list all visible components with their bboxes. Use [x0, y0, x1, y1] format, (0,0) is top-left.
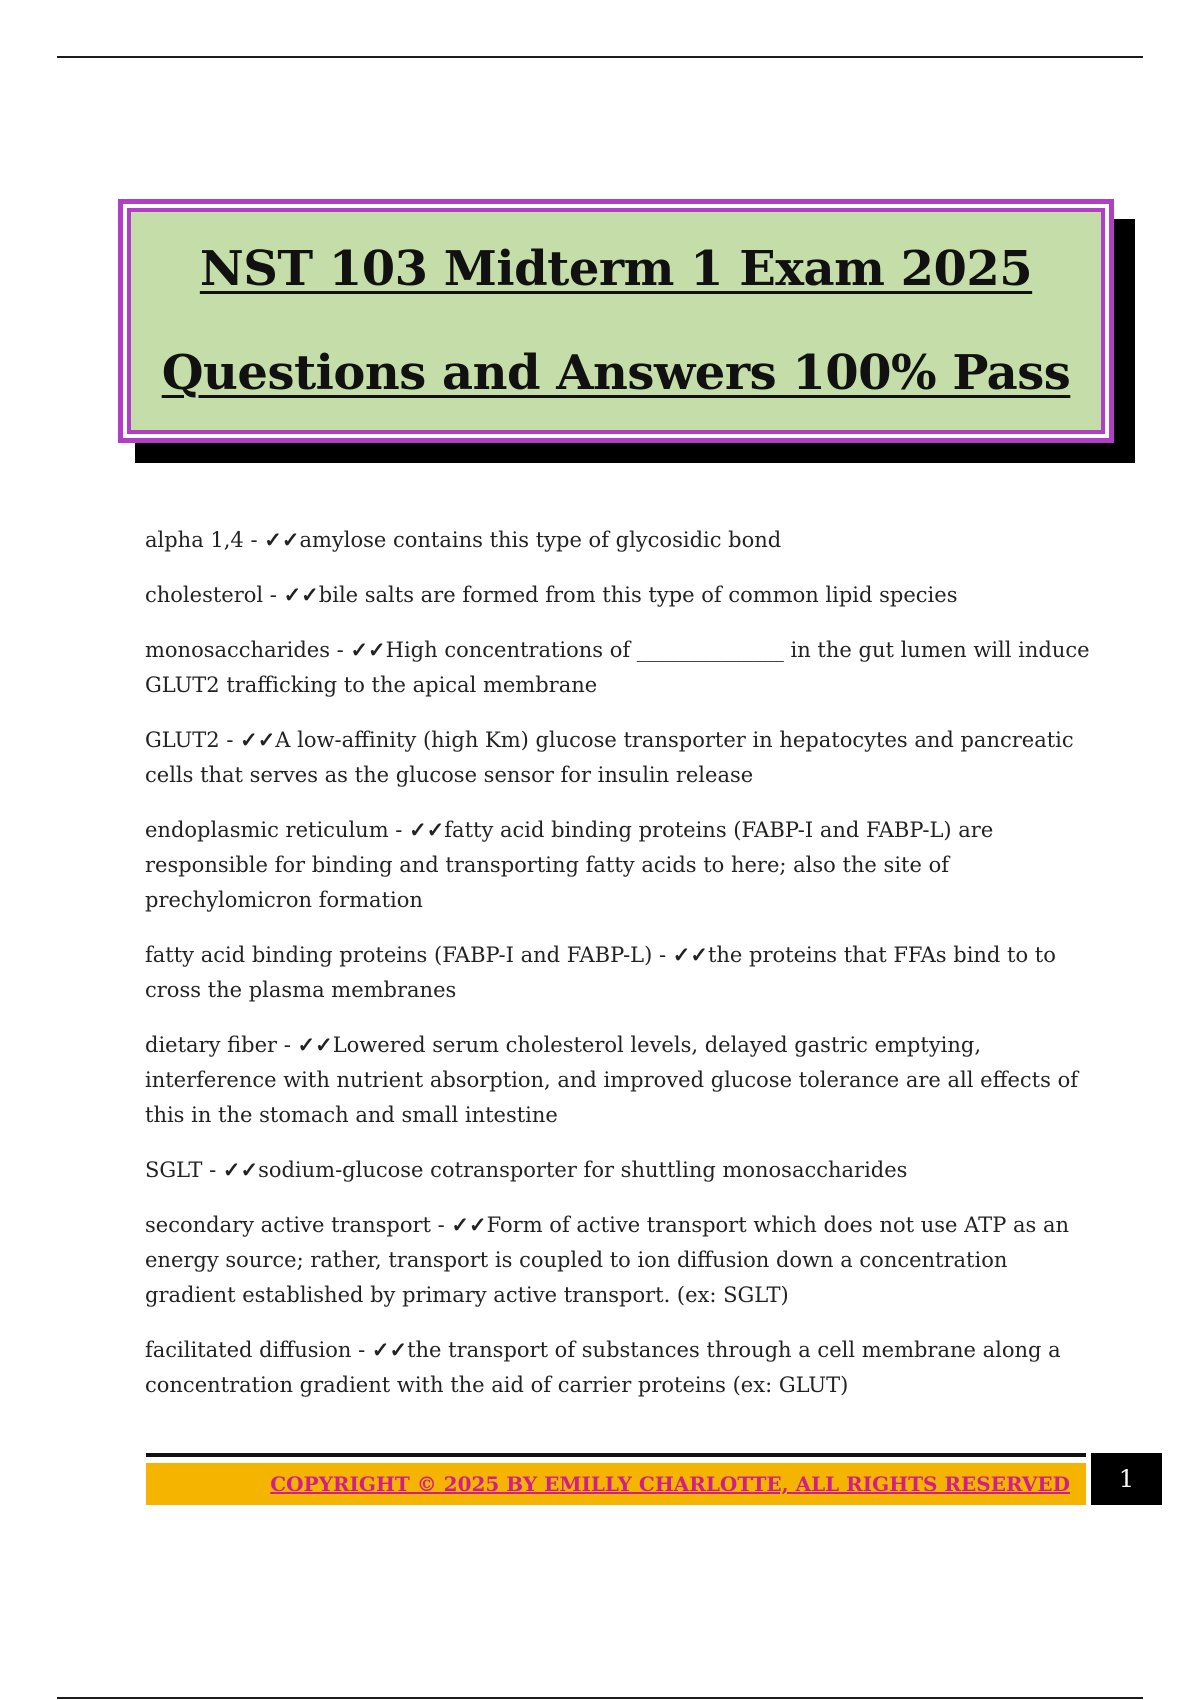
- qa-definition: sodium-glucose cotransporter for shuttling monosaccharides: [258, 1158, 908, 1182]
- check-mark-icon: ✓✓: [350, 637, 386, 662]
- copyright-notice: COPYRIGHT © 2025 BY EMILLY CHARLOTTE, ALL RIGHTS RESERVED: [270, 1472, 1070, 1496]
- bottom-rule: [57, 1697, 1143, 1699]
- qa-term: cholesterol: [145, 583, 264, 607]
- document-title-line-2: Questions and Answers 100% Pass: [161, 345, 1071, 401]
- qa-item: [145, 522, 1095, 558]
- qa-separator: -: [430, 1213, 452, 1237]
- qa-separator: -: [277, 1033, 298, 1057]
- qa-term: SGLT: [145, 1158, 203, 1182]
- qa-definition: the proteins that FFAs bind to to cross the plasma membranes: [145, 943, 1056, 1002]
- qa-item: [145, 937, 1095, 1008]
- qa-term: facilitated diffusion: [145, 1338, 352, 1362]
- qa-definition: bile salts are formed from this type of common lipid species: [318, 583, 958, 607]
- title-box: [118, 199, 1114, 443]
- qa-separator: -: [243, 528, 265, 552]
- qa-term: alpha 1,4: [145, 528, 244, 552]
- qa-separator: -: [219, 728, 241, 752]
- qa-separator: -: [351, 1338, 372, 1362]
- document-title-line-1: NST 103 Midterm 1 Exam 2025: [199, 241, 1033, 297]
- qa-separator: -: [263, 583, 284, 607]
- qa-item: [145, 1152, 1095, 1188]
- qa-definition: amylose contains this type of glycosidic bond: [299, 528, 782, 552]
- footer-bar: [146, 1463, 1086, 1505]
- check-mark-icon: ✓✓: [297, 1032, 333, 1057]
- footer-rule: [146, 1453, 1086, 1457]
- qa-item: [145, 1207, 1095, 1313]
- title-box-inner: [127, 208, 1105, 434]
- qa-term: endoplasmic reticulum: [145, 818, 389, 842]
- check-mark-icon: ✓✓: [672, 942, 708, 967]
- qa-item: [145, 577, 1095, 613]
- check-mark-icon: ✓✓: [409, 817, 445, 842]
- qa-item: [145, 722, 1095, 793]
- qa-term: secondary active transport: [145, 1213, 431, 1237]
- check-mark-icon: ✓✓: [264, 527, 300, 552]
- check-mark-icon: ✓✓: [240, 727, 276, 752]
- qa-term: GLUT2: [145, 728, 220, 752]
- qa-item: [145, 632, 1095, 703]
- qa-separator: -: [330, 638, 351, 662]
- qa-separator: -: [202, 1158, 223, 1182]
- check-mark-icon: ✓✓: [371, 1337, 408, 1362]
- qa-list: [145, 522, 1095, 1422]
- check-mark-icon: ✓✓: [283, 582, 319, 607]
- qa-term: dietary fiber: [145, 1033, 278, 1057]
- qa-definition: Form of active transport which does not use ATP as an energy source; rather, transport is coupled to ion diffusion down a concentration gradient established by primary active transport. (ex: SGLT): [145, 1213, 1070, 1307]
- qa-item: [145, 1332, 1095, 1403]
- top-rule: [57, 56, 1143, 58]
- qa-item: [145, 1027, 1095, 1133]
- qa-definition: fatty acid binding proteins (FABP-I and FABP-L) are responsible for binding and transporting fatty acids to here; also the site of prechylomicron formation: [145, 818, 994, 912]
- qa-separator: -: [388, 818, 410, 842]
- check-mark-icon: ✓✓: [451, 1212, 487, 1237]
- qa-definition: A low-affinity (high Km) glucose transporter in hepatocytes and pancreatic cells that serves as the glucose sensor for insulin release: [145, 728, 1074, 787]
- qa-separator: -: [652, 943, 673, 967]
- qa-term: monosaccharides: [145, 638, 330, 662]
- page-number: 1: [1091, 1453, 1162, 1505]
- qa-definition: Lowered serum cholesterol levels, delayed gastric emptying, interference with nutrient absorption, and improved glucose tolerance are all effects of this in the stomach and small intestine: [145, 1033, 1078, 1127]
- qa-item: [145, 812, 1095, 918]
- qa-definition: High concentrations of ______________ in the gut lumen will induce GLUT2 trafficking to the apical membrane: [145, 638, 1090, 697]
- qa-definition: the transport of substances through a cell membrane along a concentration gradient with the aid of carrier proteins (ex: GLUT): [145, 1338, 1061, 1397]
- qa-term: fatty acid binding proteins (FABP-I and FABP-L): [145, 943, 653, 967]
- check-mark-icon: ✓✓: [222, 1157, 259, 1182]
